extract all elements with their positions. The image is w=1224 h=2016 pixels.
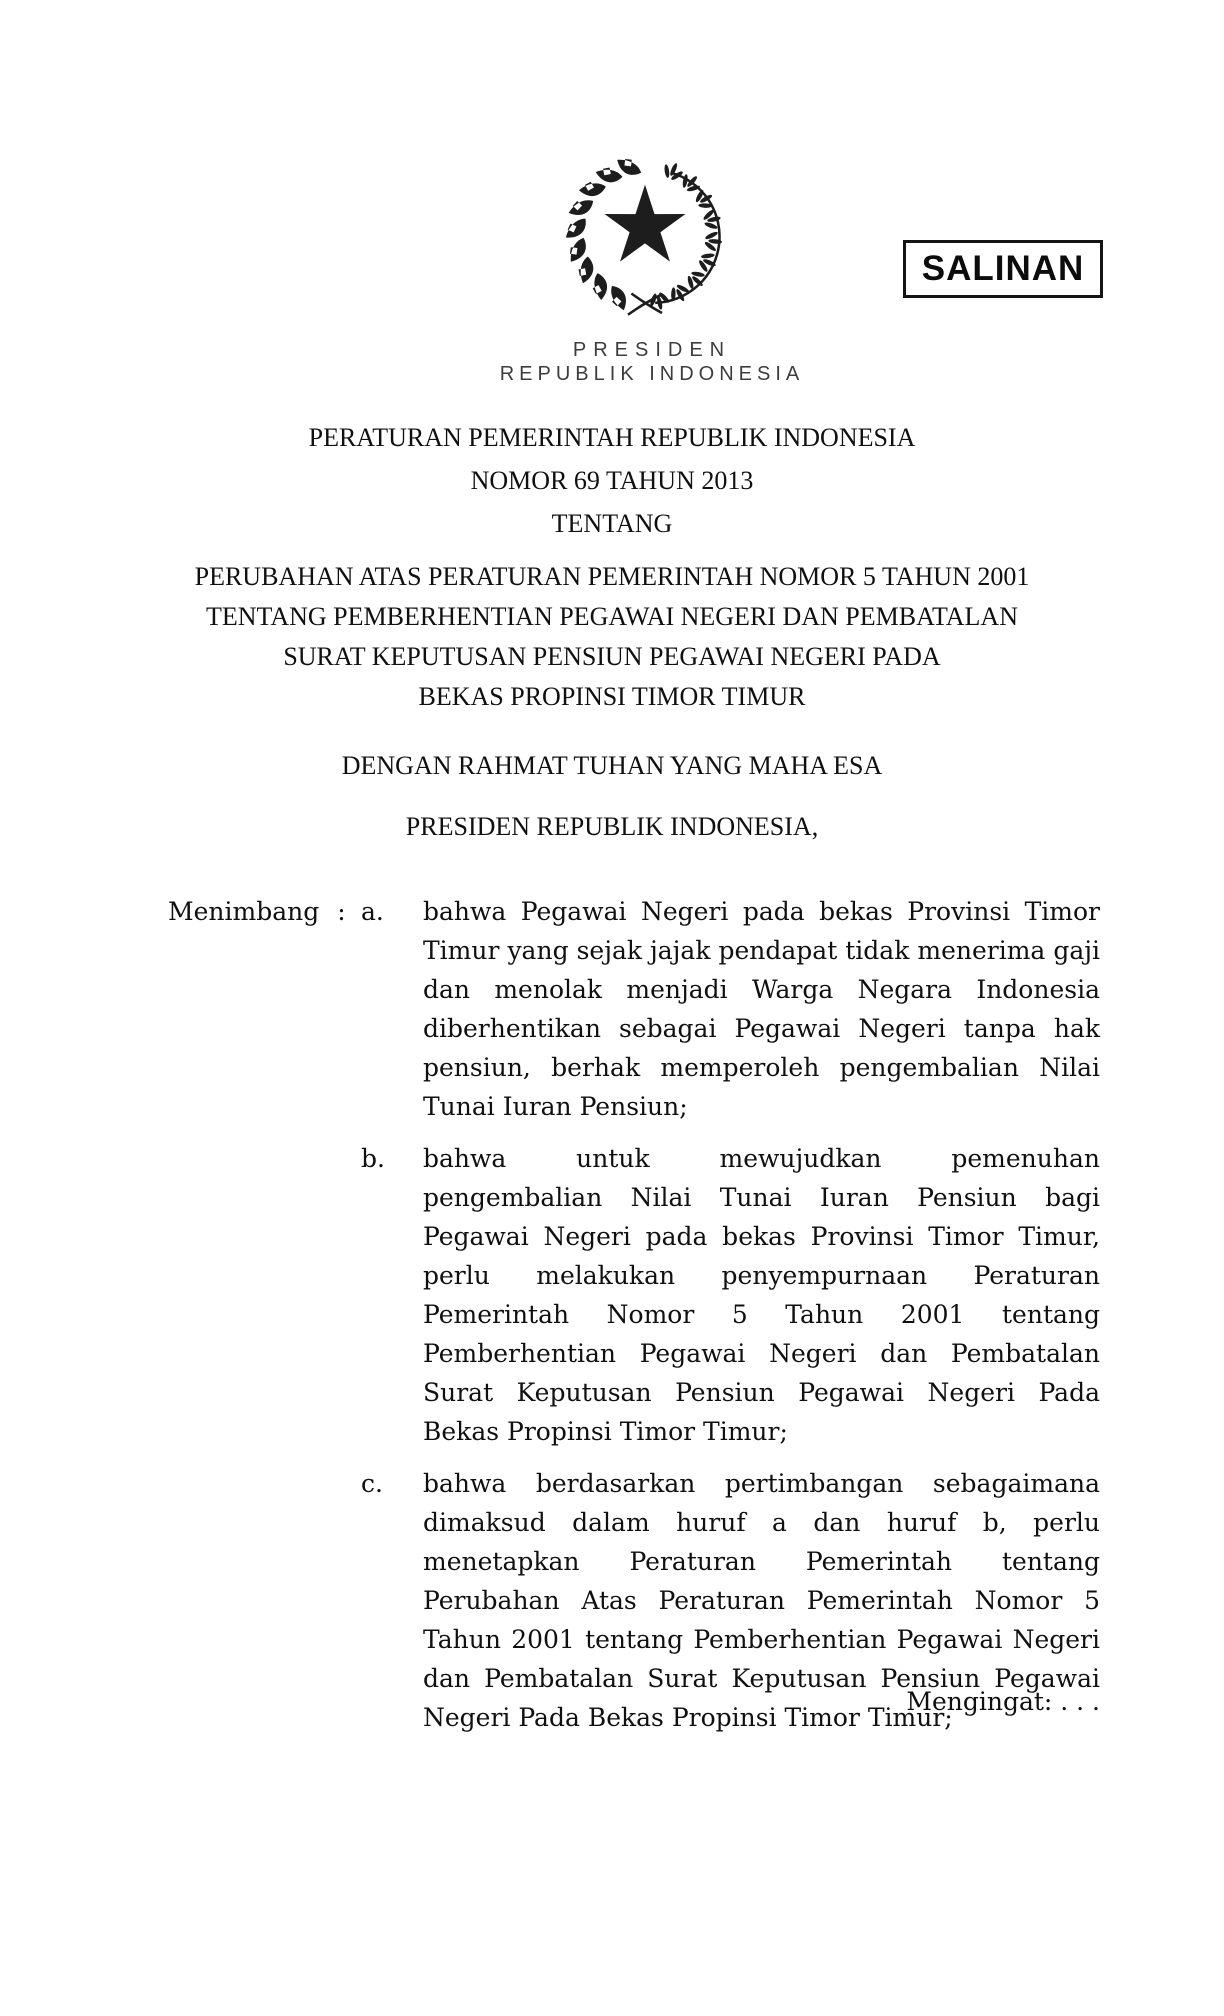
considering-colon: : (337, 897, 346, 926)
subject-line-1: PERUBAHAN ATAS PERATURAN PEMERINTAH NOMOR 5 TAHUN 2001 (194, 562, 1030, 591)
document-subject (62, 557, 1162, 717)
catchword-mengingat: Mengingat: . . . (906, 1687, 1100, 1716)
item-marker-c: c. (361, 1469, 383, 1498)
item-text-a: bahwa Pegawai Negeri pada bekas Provinsi Timor Timur yang sejak jajak pendapat tidak menerima gaji dan menolak menjadi Warga Negara Indonesia diberhentikan sebagai Pegawai Negeri tanpa hak pensiun, berhak memperoleh pengembalian Nilai Tunai Iuran Pensiun; (423, 897, 1100, 1121)
title-line-nomor: NOMOR 69 TAHUN 2013 (470, 466, 754, 495)
item-text-c: bahwa berdasarkan pertimbangan sebagaimana dimaksud dalam huruf a dan huruf b, perlu menetapkan Peraturan Pemerintah tentang Perubahan Atas Peraturan Pemerintah Nomor 5 Tahun 2001 tentang Pemberhentian Pegawai Negeri dan Pembatalan Surat Keputusan Pensiun Pegawai Negeri Pada Bekas Propinsi Timor Timur; (423, 1469, 1100, 1732)
item-marker-a: a. (361, 897, 384, 926)
item-marker-b: b. (361, 1144, 385, 1173)
title-line-peraturan: PERATURAN PEMERINTAH REPUBLIK INDONESIA (308, 423, 916, 452)
document-title (62, 416, 1162, 545)
letterhead (402, 338, 902, 386)
authority-line: PRESIDEN REPUBLIK INDONESIA, (405, 812, 819, 841)
considering-item-b (361, 1139, 1100, 1451)
considering-label: Menimbang (168, 897, 320, 926)
considering-section (168, 892, 1100, 1750)
item-text-b: bahwa untuk mewujudkan pemenuhan pengembalian Nilai Tunai Iuran Pensiun bagi Pegawai Negeri pada bekas Provinsi Timor Timur, perlu melakukan penyempurnaan Peraturan Pemerintah Nomor 5 Tahun 2001 tentang Pemberhentian Pegawai Negeri dan Pembatalan Surat Keputusan Pensiun Pegawai Negeri Pada Bekas Propinsi Timor Timur; (423, 1144, 1100, 1446)
considering-item-a (361, 892, 1100, 1126)
star-glyph (605, 185, 686, 262)
subject-line-2: TENTANG PEMBERHENTIAN PEGAWAI NEGERI DAN PEMBATALAN (206, 602, 1018, 631)
salinan-stamp-label: SALINAN (921, 249, 1085, 288)
invocation-line: DENGAN RAHMAT TUHAN YANG MAHA ESA (341, 751, 883, 780)
considering-items (361, 892, 1100, 1750)
presidential-emblem-icon (560, 146, 730, 322)
letterhead-republik-indonesia: REPUBLIK INDONESIA (499, 363, 805, 385)
letterhead-presiden: PRESIDEN (572, 339, 732, 361)
salinan-stamp (903, 240, 1103, 298)
subject-line-4: BEKAS PROPINSI TIMOR TIMUR (418, 682, 806, 711)
subject-line-3: SURAT KEPUTUSAN PENSIUN PEGAWAI NEGERI PADA (283, 642, 941, 671)
star-wreath-emblem-icon (560, 146, 730, 322)
title-line-tentang: TENTANG (551, 509, 673, 538)
